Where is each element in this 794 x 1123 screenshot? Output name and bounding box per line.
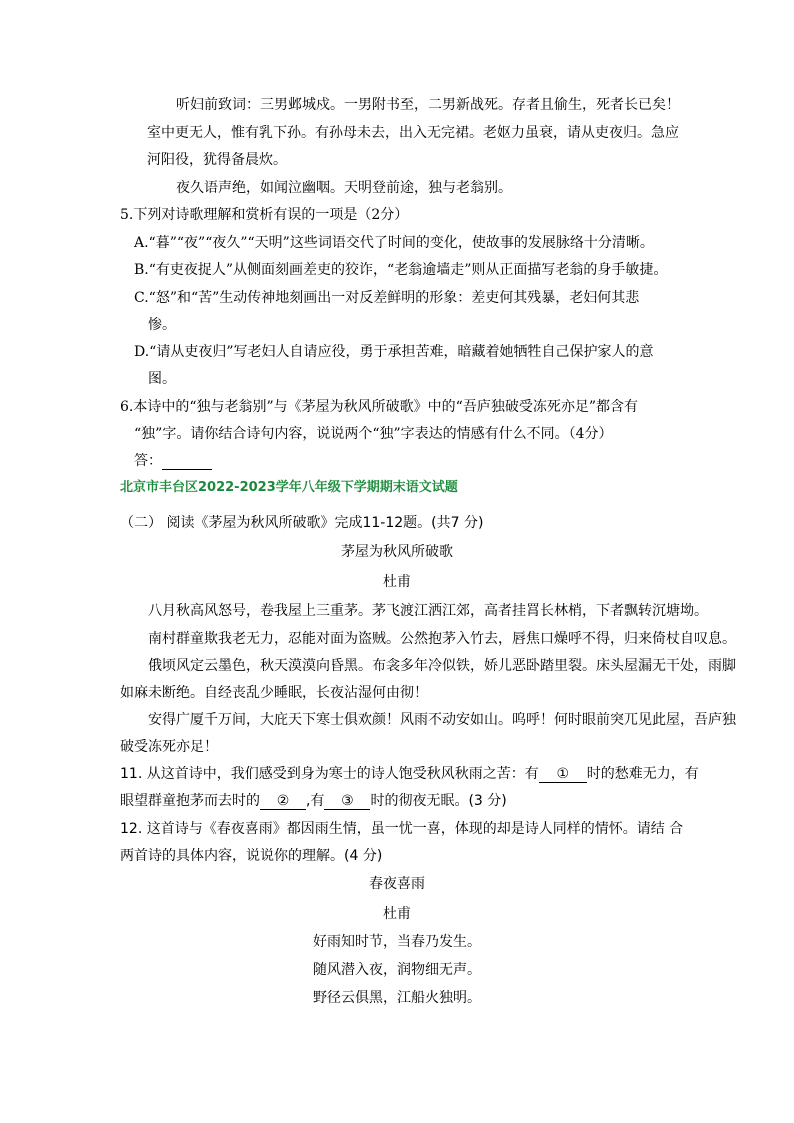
poem1-line-4: 夜久语声绝，如闻泣幽咽。天明登前途，独与老翁别。 bbox=[176, 180, 512, 196]
q6-answer-row bbox=[134, 451, 212, 471]
question-6-line-1: 6.本诗中的“独与老翁别”与《茅屋为秋风所破歌》中的“吾庐独破受冻死亦足”都含有 bbox=[120, 399, 638, 415]
question-12-line-2: 两首诗的具体内容，说说你的理解。(4 分) bbox=[120, 848, 383, 864]
question-5-stem: 5.下列对诗歌理解和赏析有误的一项是（2分） bbox=[120, 207, 409, 223]
section-2-heading: （二） 阅读《茅屋为秋风所破歌》完成11-12题。(共7 分) bbox=[120, 515, 484, 531]
poem-paragraph-1: 八月秋高风怒号，卷我屋上三重茅。茅飞渡江洒江郊，高者挂罥长林梢，下者飘转沉塘坳。 bbox=[148, 603, 708, 619]
poem-author: 杜甫 bbox=[383, 574, 411, 590]
q11-blank-2[interactable]: ② bbox=[260, 793, 306, 810]
question-12-line-1: 12. 这首诗与《春夜喜雨》都因雨生情，虽一忧一喜，体现的却是诗人同样的情怀。请结 合 bbox=[120, 821, 684, 837]
poem-paragraph-3: 俄顷风定云墨色，秋天漠漠向昏黑。布衾多年冷似铁，娇儿恶卧踏里裂。床头屋漏无干处，雨脚 bbox=[148, 658, 736, 674]
poem2-author: 杜甫 bbox=[383, 906, 411, 922]
q11-blank-3[interactable]: ③ bbox=[324, 793, 370, 810]
q5-option-b: B.“有吏夜捉人”从侧面刻画差吏的狡诈，“老翁逾墙走”则从正面描写老翁的身手敏捷。 bbox=[134, 262, 668, 278]
q11-text-2: 时的愁难无力，有 bbox=[586, 766, 699, 782]
poem-paragraph-2: 南村群童欺我老无力，忍能对面为盗贼。公然抱茅入竹去，唇焦口燥呼不得，归来倚杖自叹息。 bbox=[148, 631, 736, 647]
answer-blank[interactable] bbox=[162, 453, 212, 470]
question-11-line-1 bbox=[120, 764, 699, 784]
q5-option-d: D.“请从吏夜归”写老妇人自请应役，勇于承担苦难，暗藏着她牺牲自己保护家人的意 bbox=[134, 344, 654, 360]
q11-text: 11. 从这首诗中，我们感受到身为寒士的诗人饱受秋风秋雨之苦：有 bbox=[120, 766, 539, 782]
poem1-line-2: 室中更无人，惟有乳下孙。有孙母未去，出入无完裙。老妪力虽衰，请从吏夜归。急应 bbox=[147, 125, 679, 141]
question-11-line-2 bbox=[120, 791, 507, 811]
source-title: 北京市丰台区2022-2023学年八年级下学期期末语文试题 bbox=[120, 480, 458, 495]
poem1-line-1: 听妇前致词：三男邺城戍。一男附书至，二男新战死。存者且偷生，死者长已矣！ bbox=[176, 97, 680, 113]
poem2-line-1: 好雨知时节，当春乃发生。 bbox=[313, 934, 481, 950]
poem2-line-3: 野径云俱黑，江船火独明。 bbox=[313, 990, 481, 1006]
q5-option-d-cont: 图。 bbox=[148, 371, 176, 387]
poem-paragraph-4: 安得广厦千万间，大庇天下寒士俱欢颜！风雨不动安如山。呜呼！何时眼前突兀见此屋，吾庐独 bbox=[148, 712, 736, 728]
poem2-title: 春夜喜雨 bbox=[369, 876, 425, 892]
poem-paragraph-4-cont: 破受冻死亦足！ bbox=[120, 739, 218, 755]
q11-text-4: ,有 bbox=[306, 793, 325, 809]
q5-option-a: A.“暮”“夜”“夜久”“天明”这些词语交代了时间的变化，使故事的发展脉络十分清晰。 bbox=[134, 235, 654, 251]
poem2-line-2: 随风潜入夜，润物细无声。 bbox=[313, 962, 481, 978]
q5-option-c: C.“怒”和“苦”生动传神地刻画出一对反差鲜明的形象：差吏何其残暴，老妇何其悲 bbox=[134, 290, 640, 306]
question-6-line-2: “独”字。请你结合诗句内容，说说两个“独”字表达的情感有什么不同。（4分） bbox=[134, 426, 613, 442]
q5-option-c-cont: 惨。 bbox=[148, 317, 176, 333]
poem-paragraph-3-cont: 如麻未断绝。自经丧乱少睡眠，长夜沾湿何由彻！ bbox=[120, 685, 428, 701]
poem-title: 茅屋为秋风所破歌 bbox=[341, 544, 453, 560]
poem1-line-3: 河阳役，犹得备晨炊。 bbox=[147, 152, 287, 168]
q11-text-5: 时的彻夜无眠。(3 分) bbox=[370, 793, 507, 809]
answer-label: 答： bbox=[134, 453, 162, 469]
q11-blank-1[interactable]: ① bbox=[539, 766, 587, 783]
q11-text-3: 眼望群童抱茅而去时的 bbox=[120, 793, 260, 809]
